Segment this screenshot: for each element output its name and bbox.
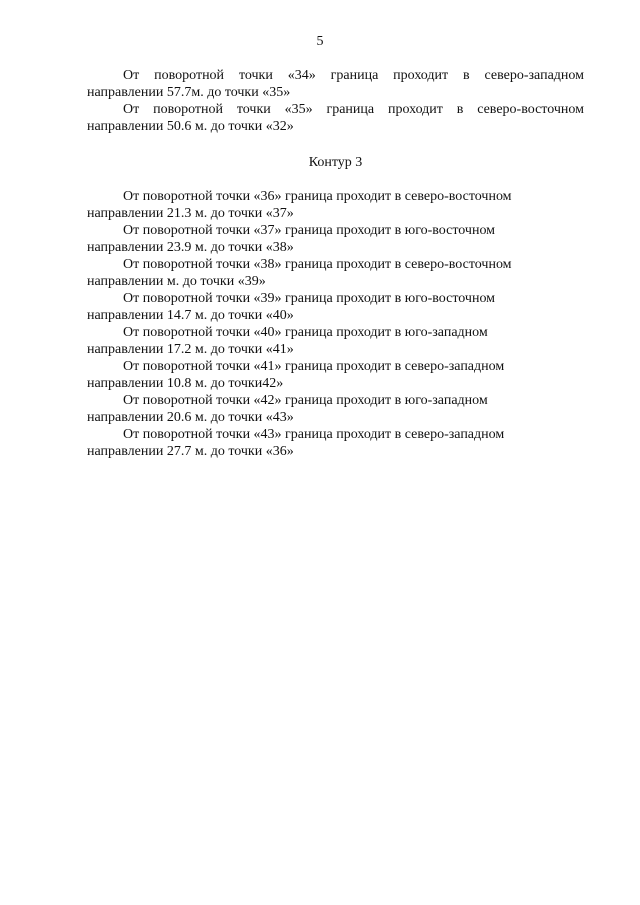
contour-paragraph-1 bbox=[87, 188, 584, 222]
document-body bbox=[87, 67, 584, 460]
paragraph-line: От поворотной точки «37» граница проходит в юго-восточном bbox=[123, 223, 496, 238]
paragraph-line: направлении 27.7 м. до точки «36» bbox=[87, 444, 294, 459]
paragraph-line: От поворотной точки «39» граница проходит в юго-восточном bbox=[123, 291, 496, 306]
contour-paragraph-7 bbox=[87, 392, 584, 426]
paragraph-line: направлении 23.9 м. до точки «38» bbox=[87, 240, 294, 255]
intro-paragraph-1 bbox=[87, 67, 584, 101]
paragraph-line: От поворотной точки «43» граница проходит в северо-западном bbox=[123, 427, 505, 442]
paragraph-line: От поворотной точки «40» граница проходит в юго-западном bbox=[123, 325, 488, 340]
paragraph-line: От поворотной точки «42» граница проходит в юго-западном bbox=[123, 393, 488, 408]
paragraph-line: От поворотной точки «36» граница проходит в северо-восточном bbox=[123, 189, 512, 204]
paragraph-line: направлении 20.6 м. до точки «43» bbox=[87, 410, 294, 425]
page-number: 5 bbox=[316, 34, 324, 49]
contour-paragraph-2 bbox=[87, 222, 584, 256]
paragraph-line: направлении м. до точки «39» bbox=[87, 274, 266, 289]
paragraph-line: От поворотной точки «38» граница проходит в северо-восточном bbox=[123, 257, 512, 272]
intro-paragraph-2 bbox=[87, 101, 584, 135]
paragraph-line: направлении 50.6 м. до точки «32» bbox=[87, 119, 294, 134]
paragraph-line: направлении 10.8 м. до точки42» bbox=[87, 376, 284, 391]
contour-paragraph-3 bbox=[87, 256, 584, 290]
paragraph-line: направлении 14.7 м. до точки «40» bbox=[87, 308, 294, 323]
contour-paragraph-4 bbox=[87, 290, 584, 324]
paragraph-line: направлении 57.7м. до точки «35» bbox=[87, 85, 291, 100]
paragraph-line: направлении 21.3 м. до точки «37» bbox=[87, 206, 294, 221]
paragraph-line: От поворотной точки «34» граница проходит в северо-западном bbox=[123, 68, 584, 83]
contour-paragraph-6 bbox=[87, 358, 584, 392]
contour-paragraph-5 bbox=[87, 324, 584, 358]
paragraph-line: От поворотной точки «41» граница проходит в северо-западном bbox=[123, 359, 505, 374]
paragraph-line: От поворотной точки «35» граница проходит в северо-восточном bbox=[123, 102, 584, 117]
paragraph-line: направлении 17.2 м. до точки «41» bbox=[87, 342, 294, 357]
section-title: Контур 3 bbox=[308, 155, 363, 170]
contour-paragraph-8 bbox=[87, 426, 584, 460]
